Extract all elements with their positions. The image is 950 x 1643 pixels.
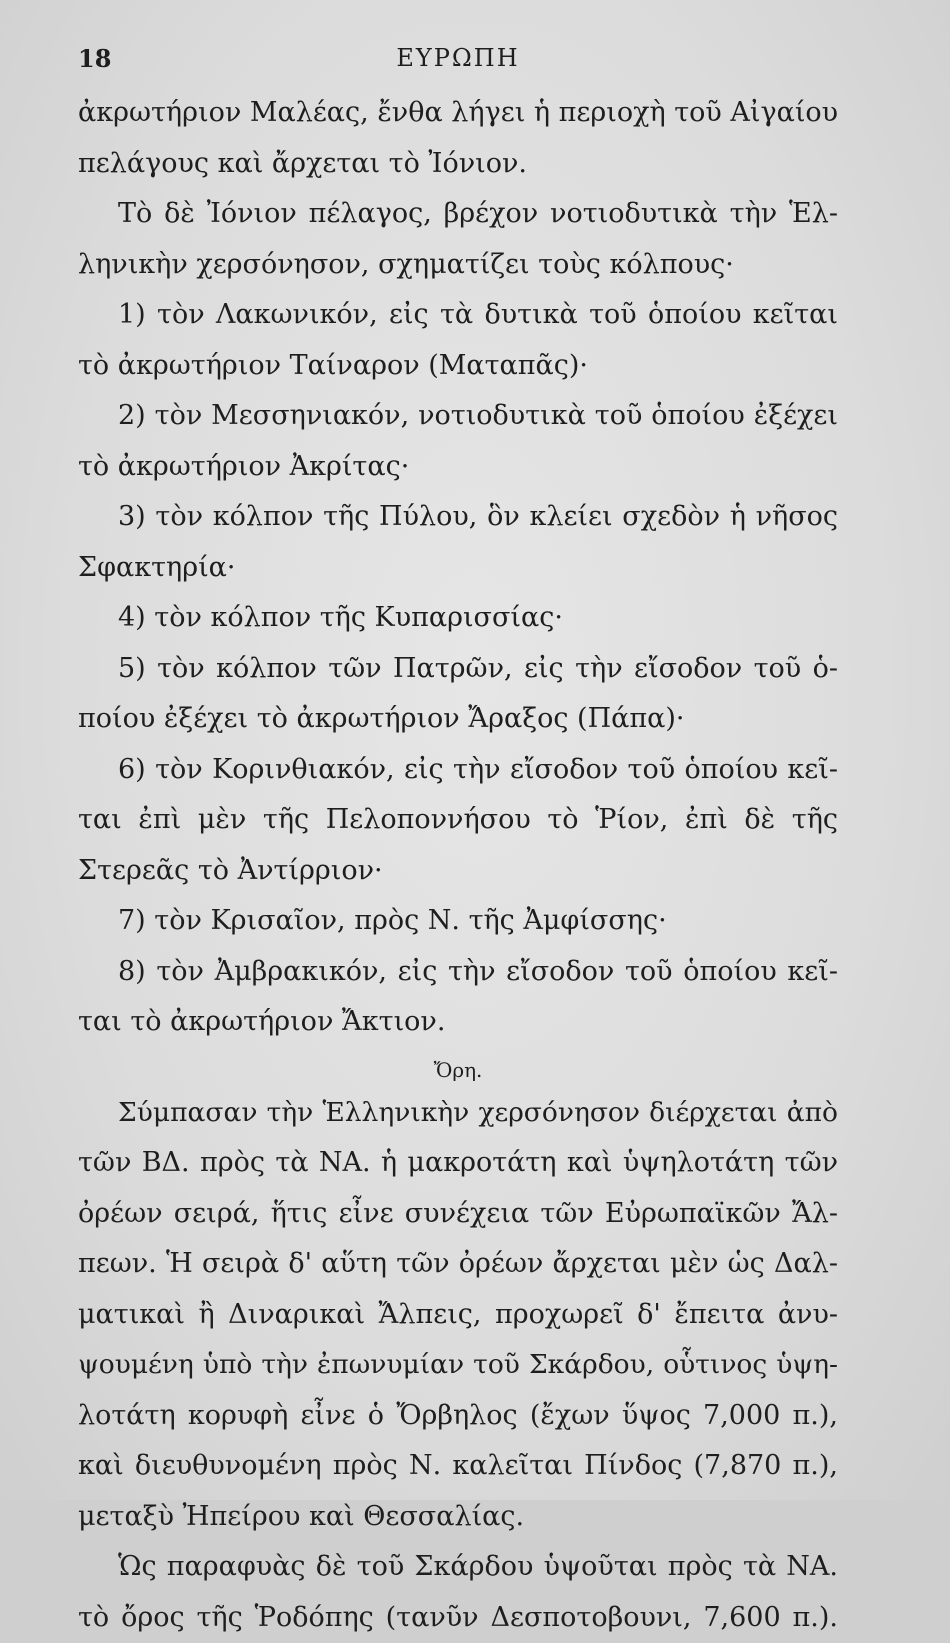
page-number: 18: [78, 44, 111, 73]
text-line: ματικαὶ ἢ Διναρικαὶ Ἄλπεις, προχωρεῖ δ' ἔπειτα ἀνυ-: [78, 1290, 838, 1341]
section-heading: Ὄρη.: [78, 1048, 838, 1088]
text-line: ποίου ἐξέχει τὸ ἀκρωτήριον Ἄραξος (Πάπα)·: [78, 694, 838, 745]
text-line: Ὡς παραφυὰς δὲ τοῦ Σκάρδου ὑψοῦται πρὸς τὰ ΝΑ.: [78, 1542, 838, 1593]
list-item-1: 1) τὸν Λακωνικόν, εἰς τὰ δυτικὰ τοῦ ὁποίου κεῖται: [78, 290, 838, 341]
text-line: πεων. Ἡ σειρὰ δ' αὕτη τῶν ὀρέων ἄρχεται μὲν ὡς Δαλ-: [78, 1239, 838, 1290]
text-line: ψουμένη ὑπὸ τὴν ἐπωνυμίαν τοῦ Σκάρδου, οὗτινος ὑψη-: [78, 1340, 838, 1391]
text-line: τὸ ἀκρωτήριον Ἀκρίτας·: [78, 442, 838, 493]
text-line: ληνικὴν χερσόνησον, σχηματίζει τοὺς κόλπους·: [78, 240, 838, 291]
text-line: ὀρέων σειρά, ἥτις εἶνε συνέχεια τῶν Εὐρωπαϊκῶν Ἄλ-: [78, 1189, 838, 1240]
list-item-4: 4) τὸν κόλπον τῆς Κυπαρισσίας·: [78, 593, 838, 644]
text-line: καὶ διευθυνομένη πρὸς Ν. καλεῖται Πίνδος (7,870 π.),: [78, 1441, 838, 1492]
text-line: τὸ ἀκρωτήριον Ταίναρον (Ματαπᾶς)·: [78, 341, 838, 392]
text-line: Σύμπασαν τὴν Ἑλληνικὴν χερσόνησον διέρχεται ἀπὸ: [78, 1088, 838, 1139]
list-item-3: 3) τὸν κόλπον τῆς Πύλου, ὃν κλείει σχεδὸν ἡ νῆσος: [78, 492, 838, 543]
text-line: τὸ ὄρος τῆς Ῥοδόπης (τανῦν Δεσποτοβουνι, 7,600 π.).: [78, 1593, 838, 1643]
list-item-7: 7) τὸν Κρισαῖον, πρὸς Ν. τῆς Ἀμφίσσης·: [78, 896, 838, 947]
body-text: [78, 88, 838, 1643]
text-line: ται τὸ ἀκρωτήριον Ἄκτιον.: [78, 997, 838, 1048]
text-line: τῶν ΒΔ. πρὸς τὰ ΝΑ. ἡ μακροτάτη καὶ ὑψηλοτάτη τῶν: [78, 1138, 838, 1189]
list-item-5: 5) τὸν κόλπον τῶν Πατρῶν, εἰς τὴν εἴσοδον τοῦ ὁ-: [78, 644, 838, 695]
text-line: Στερεᾶς τὸ Ἀντίρριον·: [78, 846, 838, 897]
list-item-2: 2) τὸν Μεσσηνιακόν, νοτιοδυτικὰ τοῦ ὁποίου ἐξέχει: [78, 391, 838, 442]
page-header: [78, 38, 838, 78]
text-line: πελάγους καὶ ἄρχεται τὸ Ἰόνιον.: [78, 139, 838, 190]
text-line: μεταξὺ Ἠπείρου καὶ Θεσσαλίας.: [78, 1492, 838, 1543]
text-line: λοτάτη κορυφὴ εἶνε ὁ Ὄρβηλος (ἔχων ὕψος 7,000 π.),: [78, 1391, 838, 1442]
running-head: ΕΥΡΩΠΗ: [78, 44, 838, 72]
text-line: Σφακτηρία·: [78, 543, 838, 594]
list-item-6: 6) τὸν Κορινθιακόν, εἰς τὴν εἴσοδον τοῦ ὁποίου κεῖ-: [78, 745, 838, 796]
list-item-8: 8) τὸν Ἀμβρακικόν, εἰς τὴν εἴσοδον τοῦ ὁποίου κεῖ-: [78, 947, 838, 998]
text-line: Τὸ δὲ Ἰόνιον πέλαγος, βρέχον νοτιοδυτικὰ τὴν Ἑλ-: [78, 189, 838, 240]
text-line: ἀκρωτήριον Μαλέας, ἔνθα λήγει ἡ περιοχὴ τοῦ Αἰγαίου: [78, 88, 838, 139]
text-line: ται ἐπὶ μὲν τῆς Πελοποννήσου τὸ Ῥίον, ἐπὶ δὲ τῆς: [78, 795, 838, 846]
